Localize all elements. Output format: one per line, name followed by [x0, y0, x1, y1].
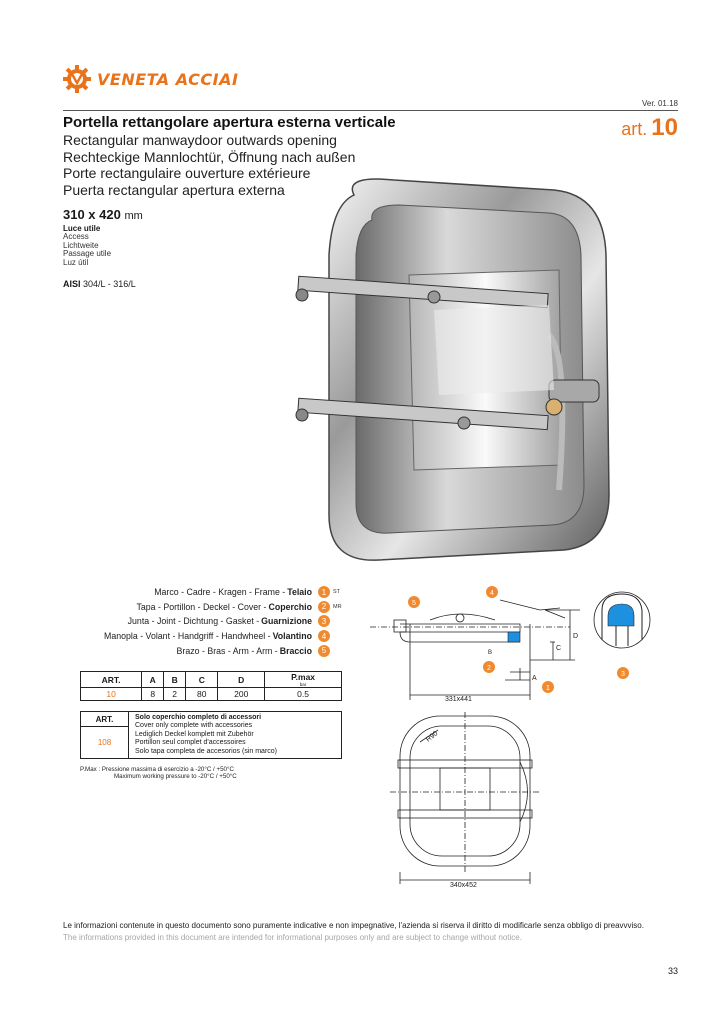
- dim-letter: A: [532, 675, 537, 682]
- title-italian: Portella rettangolare apertura esterna verticale: [63, 114, 396, 131]
- article-number: 10: [651, 114, 678, 141]
- aisi-material: [63, 279, 136, 289]
- legend-material: MR: [333, 603, 342, 610]
- col-header: B: [164, 672, 186, 688]
- size-value: 310 x 420: [63, 207, 121, 222]
- table-cell: 10: [81, 688, 142, 701]
- legend-row: [63, 585, 349, 600]
- callout-number: 4: [490, 590, 494, 597]
- pmax-note: [80, 766, 237, 781]
- table-cell: 80: [186, 688, 218, 701]
- size-line: [63, 207, 143, 222]
- legend-part-name: Coperchio: [268, 601, 312, 612]
- table-cell: 0.5: [265, 688, 342, 701]
- title-english: Rectangular manwaydoor outwards opening: [63, 132, 337, 148]
- dim-letter: D: [573, 633, 579, 640]
- col-header: C: [186, 672, 218, 688]
- spec-header-row: [81, 672, 342, 688]
- callout-badge: [483, 661, 495, 673]
- front-view-drawing: [380, 712, 550, 894]
- col-header: A: [142, 672, 164, 688]
- legend-text: Brazo - Bras - Arm - Arm -: [176, 645, 278, 656]
- callout-badge: [542, 681, 554, 693]
- pmax-label: P.max: [291, 672, 316, 682]
- aisi-label: AISI: [63, 279, 81, 289]
- brand-name: VENETA ACCIAI: [97, 69, 239, 89]
- table-cell: 8: [142, 688, 164, 701]
- pmax-note-line: P.Max : Pressione massima di esercizio a -20°C / +50°C: [80, 766, 234, 773]
- col-header: D: [218, 672, 265, 688]
- dim-letter: C: [556, 645, 562, 652]
- disclaimer-italian: Le informazioni contenute in questo documento sono puramente indicative e non impegnative, l'azienda si riserva il diritto di modificarle senza obbligo di preavvviso.: [63, 921, 644, 930]
- legend-row: [63, 614, 349, 629]
- callout-badge: 3: [318, 615, 330, 627]
- title-french: Porte rectangulaire ouverture extérieure: [63, 165, 311, 181]
- title-german: Rechteckige Mannlochtür, Öffnung nach außen: [63, 148, 356, 165]
- legend-text: Manopla - Volant - Handgriff - Handwheel -: [104, 631, 271, 642]
- legend-text: Tapa - Portillon - Deckel - Cover -: [136, 601, 267, 612]
- legend-part-name: Guarnizione: [261, 616, 312, 627]
- page-number: 33: [667, 966, 678, 976]
- accessory-header-row: [81, 712, 342, 727]
- luce-translation: Lichtweite: [63, 240, 99, 250]
- spec-table: [80, 671, 342, 701]
- col-header-pmax: [265, 672, 342, 688]
- section-drawing: [370, 580, 670, 710]
- accessory-line: Portillon seul complet d'accessoires: [135, 739, 246, 747]
- callout-badge: 2: [318, 601, 330, 613]
- callout-badge: 5: [318, 645, 330, 657]
- disclaimer-english: The informations provided in this document are intended for informational purposes only and are subject to change without notice.: [63, 933, 522, 942]
- table-cell: 2: [164, 688, 186, 701]
- accessory-line: Lediglich Deckel komplett mit Zubehör: [135, 730, 254, 738]
- parts-legend: [63, 585, 349, 658]
- product-photo: [284, 175, 616, 565]
- title-spanish: Puerta rectangular apertura externa: [63, 181, 285, 198]
- aisi-value: 304/L - 316/L: [83, 279, 136, 289]
- size-unit: mm: [124, 210, 143, 222]
- luce-translation: Passage utile: [63, 249, 112, 258]
- callout-number: 1: [546, 685, 550, 692]
- legend-text: Junta - Joint - Dichtung - Gasket -: [127, 616, 260, 627]
- gear-logo-icon: [63, 65, 91, 93]
- legend-material: ST: [333, 589, 341, 596]
- callout-badge: [617, 667, 629, 679]
- table-row: [81, 688, 342, 701]
- callout-badge: [408, 596, 420, 608]
- legend-text: Marco - Cadre - Kragen - Frame -: [154, 587, 286, 598]
- radius-label: R90: [424, 730, 440, 744]
- article-label: [621, 114, 678, 142]
- legend-part-name: Braccio: [279, 645, 312, 656]
- accessory-description: [129, 712, 342, 759]
- callout-badge: 1: [318, 586, 330, 598]
- callout-number: 2: [487, 665, 491, 672]
- opening-dimension: [63, 207, 143, 267]
- accessory-line: Cover only complete with accessories: [135, 722, 253, 730]
- accessory-line: Solo tapa completa de accesorios (sin marco): [135, 747, 278, 755]
- pmax-note-line: Maximum working pressure to -20°C / +50°C: [114, 773, 237, 781]
- legend-row: [63, 629, 349, 644]
- callout-badge: 4: [318, 630, 330, 642]
- pmax-unit: bar: [299, 682, 307, 687]
- luce-translation: Luz útil: [63, 257, 89, 267]
- legend-row: [63, 600, 349, 615]
- accessory-code: 108: [81, 727, 129, 759]
- callout-number: 3: [621, 671, 625, 678]
- width-dimension-label: 331x441: [445, 696, 472, 703]
- col-header: ART.: [81, 672, 142, 688]
- legend-part-name: Volantino: [272, 631, 312, 642]
- header-divider: [63, 110, 678, 111]
- brand-logo: [63, 64, 243, 94]
- callout-badge: [486, 586, 498, 598]
- legend-part-name: Telaio: [287, 587, 312, 598]
- accessory-title: Solo coperchio completo di accessori: [135, 714, 262, 721]
- accessory-table: [80, 711, 342, 759]
- version-label: Ver. 01.18: [641, 99, 678, 108]
- callout-number: 5: [412, 600, 416, 607]
- dim-letter: B: [488, 650, 493, 656]
- col-header: ART.: [81, 712, 129, 727]
- opening-dimension-label: 340x452: [450, 882, 477, 889]
- luce-translation: Access: [63, 232, 89, 241]
- table-cell: 200: [218, 688, 265, 701]
- legend-row: [63, 643, 349, 658]
- luce-label: Luce utile: [63, 224, 101, 233]
- article-word: art.: [621, 119, 648, 139]
